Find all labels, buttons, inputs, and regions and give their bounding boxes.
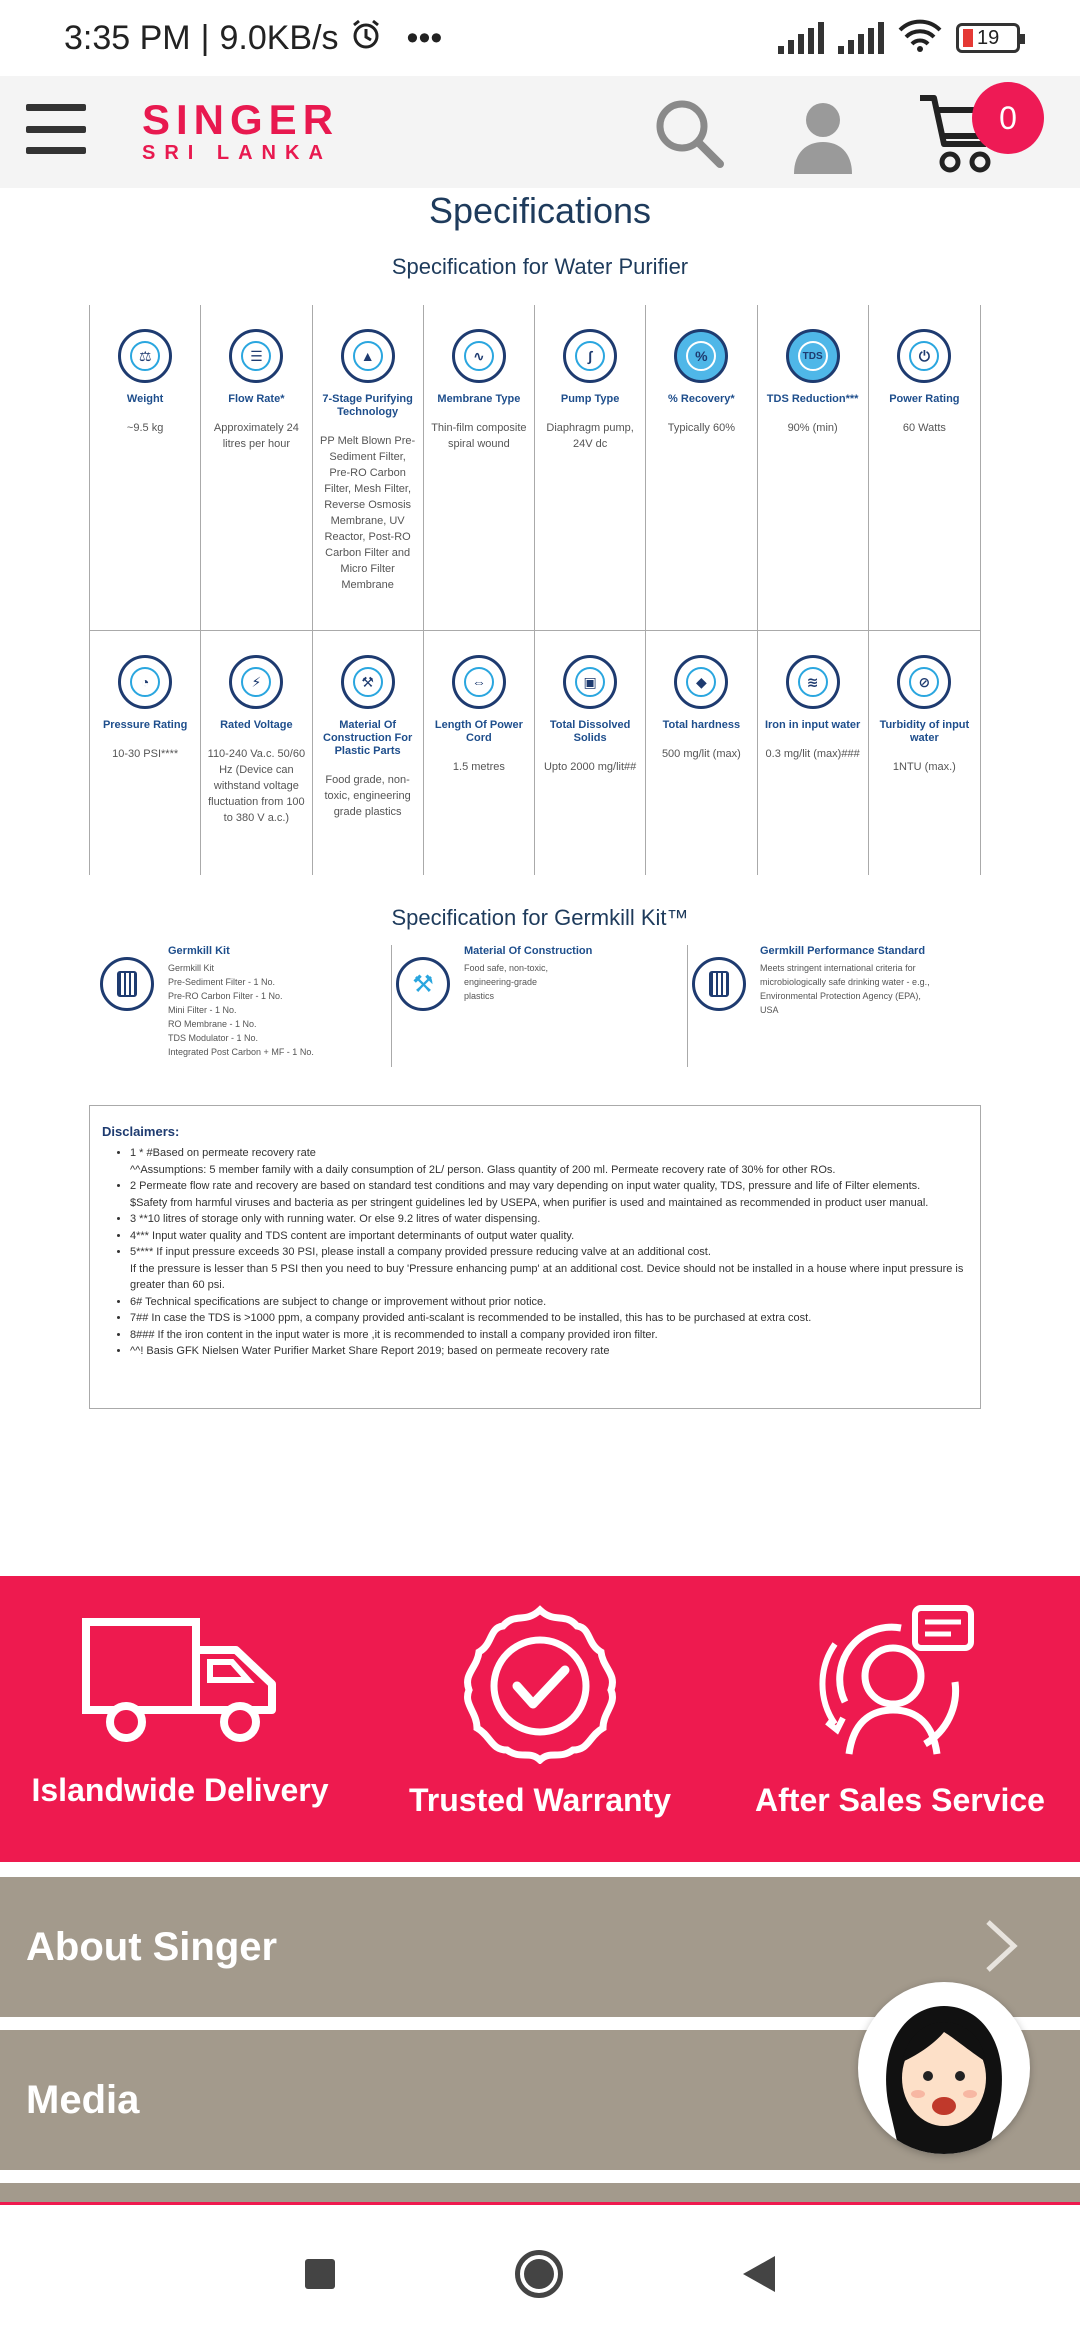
spec-cell <box>646 305 757 630</box>
wifi-icon <box>898 18 942 59</box>
specifications-title: Specifications <box>428 190 652 231</box>
spec-cell <box>90 631 201 875</box>
germkill-item-desc: Meets stringent international criteria for microbiologically safe drinking water - e.g., Environmental Protection Agency (EPA), USA <box>760 963 930 1015</box>
search-icon[interactable] <box>650 94 730 174</box>
voltage-icon: ⚡ <box>229 655 283 709</box>
spec-value: 1NTU (max.) <box>892 761 956 773</box>
diamond-icon: ◆ <box>674 655 728 709</box>
menu-icon[interactable] <box>26 104 86 154</box>
spec-cell <box>869 631 980 875</box>
spec-cell <box>758 305 869 630</box>
alarm-icon <box>349 17 383 60</box>
spec-label: Pump Type <box>560 393 620 405</box>
water-purifier-subtitle: Specification for Water Purifier <box>391 254 689 279</box>
back-button[interactable] <box>743 2256 775 2292</box>
filter-kit-icon <box>100 957 154 1011</box>
user-icon[interactable] <box>790 98 856 174</box>
accordion-label: Media <box>26 2077 140 2122</box>
germkill-item <box>688 945 984 1067</box>
spec-grid-row-2 <box>89 631 981 875</box>
spec-value: Approximately 24 litres per hour <box>213 422 299 450</box>
spec-value: 1.5 metres <box>452 761 505 773</box>
spec-label: Pressure Rating <box>102 719 188 731</box>
spec-label: Iron in input water <box>764 719 861 731</box>
spec-cell <box>535 305 646 630</box>
chevron-right-icon[interactable] <box>978 1918 1026 1974</box>
disclaimers-title: Disclaimers: <box>102 1124 180 1139</box>
spec-label: % Recovery* <box>668 393 735 405</box>
stages-icon: ▲ <box>341 329 395 383</box>
spec-cell <box>535 631 646 875</box>
spec-cell <box>424 631 535 875</box>
chat-assistant-avatar[interactable] <box>858 1982 1030 2154</box>
spec-label: Power Rating <box>889 393 960 405</box>
spec-value: Typically 60% <box>667 422 735 434</box>
spec-label: Total Dissolved Solids <box>549 719 631 744</box>
germkill-item-title: Material Of Construction <box>464 945 593 957</box>
spec-cell <box>201 305 312 630</box>
spec-value: Diaphragm pump, 24V dc <box>546 422 634 450</box>
app-header <box>0 76 1080 188</box>
feature-label: Islandwide Delivery <box>31 1772 329 1808</box>
status-net-speed: 9.0KB/s <box>219 18 339 57</box>
germkill-item <box>96 945 392 1067</box>
disclaimer-item: • 5**** If input pressure exceeds 30 PSI, please install a company provided pressure reducing valve at an additional cost. If the pressure is lesser than 5 PSI then you need to buy 'Pressure enhancing pump' at an additional cost. Device should not be installed in a house where input pressure is greater than 60 psi. <box>130 1244 968 1294</box>
disclaimers-box <box>89 1105 981 1409</box>
spec-value: ~9.5 kg <box>126 422 164 434</box>
spec-cell <box>758 631 869 875</box>
logo-main: SINGER <box>142 96 340 143</box>
feature-service <box>720 1576 1080 1862</box>
feature-label: After Sales Service <box>755 1782 1045 1818</box>
disclaimer-item: • ^^! Basis GFK Nielsen Water Purifier Market Share Report 2019; based on permeate recovery rate <box>130 1343 968 1360</box>
cart-count-badge[interactable]: 0 <box>972 82 1044 154</box>
battery-icon <box>956 23 1020 53</box>
status-more: ••• <box>406 18 443 57</box>
spec-cell <box>869 305 980 630</box>
accordion-label: About Singer <box>26 1924 278 1969</box>
disclaimer-item: • 1 * #Based on permeate recovery rate ^^Assumptions: 5 member family with a daily consumption of 2L/ person. Glass quantity of 200 ml. Permeate recovery rate of 30% for other ROs. <box>130 1145 968 1178</box>
signal-icon <box>778 22 824 54</box>
status-time: 3:35 PM <box>64 18 191 57</box>
performance-standard-icon <box>692 957 746 1011</box>
spec-label: Length Of Power Cord <box>434 719 523 744</box>
system-nav-bar <box>0 2208 1080 2340</box>
dissolved-solids-icon: ▣ <box>563 655 617 709</box>
germkill-item-desc: Germkill Kit Pre-Sediment Filter - 1 No. Pre-RO Carbon Filter - 1 No. Mini Filter - 1 No. RO Membrane - 1 No. TDS Modulator - 1 No. Integrated Post Carbon + MF - 1 No. <box>168 963 314 1057</box>
feature-warranty <box>360 1576 720 1862</box>
feature-delivery <box>0 1576 360 1862</box>
status-separator: | <box>200 18 210 57</box>
germkill-item-title: Germkill Kit <box>168 945 230 957</box>
signal-icon-2 <box>838 22 884 54</box>
spec-cell <box>313 305 424 630</box>
disclaimer-item: • 7## In case the TDS is >1000 ppm, a company provided anti-scalant is recommended to be installed, this has to be purchased at extra cost. <box>130 1310 968 1327</box>
accordion-next[interactable] <box>0 2183 1080 2205</box>
spec-label: Total hardness <box>662 719 741 731</box>
spec-value: Upto 2000 mg/lit## <box>543 761 637 773</box>
tds-icon: TDS <box>786 329 840 383</box>
spec-label: 7-Stage Purifying Technology <box>322 393 413 418</box>
spec-label: Weight <box>126 393 164 405</box>
spec-cell <box>201 631 312 875</box>
spec-label: Turbidity of input water <box>879 719 970 744</box>
singer-logo[interactable] <box>142 96 339 165</box>
status-bar <box>0 0 1080 76</box>
spec-value: 60 Watts <box>902 422 946 434</box>
spec-value: Thin-film composite spiral wound <box>431 422 527 450</box>
spec-label: Material Of Construction For Plastic Parts <box>323 719 413 757</box>
battery-level: 19 <box>977 26 1000 49</box>
spec-cell <box>424 305 535 630</box>
spec-label: Flow Rate* <box>228 393 285 405</box>
disclaimer-item: • 8### If the iron content in the input water is more ,it is recommended to install a company provided iron filter. <box>130 1327 968 1344</box>
support-agent-icon <box>805 1604 995 1764</box>
construction-icon: ⚒ <box>341 655 395 709</box>
turbidity-icon: ⊘ <box>897 655 951 709</box>
disclaimer-item: • 4*** Input water quality and TDS content are important determinants of output water quality. <box>130 1228 968 1245</box>
logo-sub: SRI LANKA <box>142 142 332 164</box>
features-banner <box>0 1576 1080 1862</box>
germkill-item-desc: Food safe, non-toxic, engineering-grade plastics <box>464 963 549 1001</box>
spec-value: PP Melt Blown Pre-Sediment Filter, Pre-RO Carbon Filter, Mesh Filter, Reverse Osmosis Membrane, UV Reactor, Post-RO Carbon Filter and Micro Filter Membrane <box>320 435 416 591</box>
warranty-badge-icon <box>455 1604 625 1764</box>
construction-icon: ⚒ <box>396 957 450 1011</box>
spec-value: 110-240 Va.c. 50/60 Hz (Device can withstand voltage fluctuation from 100 to 380 V a.c.) <box>207 748 306 824</box>
feature-label: Trusted Warranty <box>409 1782 671 1818</box>
gauge-icon: ◔ <box>118 655 172 709</box>
germkill-item <box>392 945 688 1067</box>
spec-value: 90% (min) <box>787 422 838 434</box>
disclaimer-item: • 6# Technical specifications are subject to change or improvement without prior notice. <box>130 1294 968 1311</box>
spec-cell <box>90 305 201 630</box>
spec-label: Rated Voltage <box>220 719 293 731</box>
spec-grid-row-1 <box>89 305 981 631</box>
status-right <box>778 18 1020 59</box>
disclaimer-item: • 3 **10 litres of storage only with running water. Or else 9.2 litres of water dispensing. <box>130 1211 968 1228</box>
spec-value: 500 mg/lit (max) <box>661 748 741 760</box>
pump-icon: ∫ <box>563 329 617 383</box>
spec-label: TDS Reduction*** <box>766 393 859 405</box>
recents-button[interactable] <box>305 2259 335 2289</box>
spec-value: Food grade, non-toxic, engineering grade plastics <box>324 774 411 818</box>
scale-icon: ⚖ <box>118 329 172 383</box>
spec-cell <box>313 631 424 875</box>
percent-icon: % <box>674 329 728 383</box>
germkill-row <box>96 945 986 1067</box>
disclaimer-item: • 2 Permeate flow rate and recovery are based on standard test conditions and may vary depending on input water quality, TDS, pressure and life of Filter elements. $Safety from harmful viruses and bacteria as per stringent guidelines led by USEPA, when purifier is used and maintained as recommended in product user manual. <box>130 1178 968 1211</box>
germkill-title: Specification for Germkill Kit™ <box>391 905 689 930</box>
spec-label: Membrane Type <box>437 393 521 405</box>
delivery-truck-icon <box>80 1604 280 1754</box>
spec-value: 10-30 PSI**** <box>112 748 179 760</box>
iron-water-icon: ≋ <box>786 655 840 709</box>
spec-value: 0.3 mg/lit (max)### <box>765 748 860 760</box>
disclaimers-list <box>102 1145 968 1360</box>
assistant-face-icon <box>858 1982 1030 2154</box>
home-button[interactable] <box>515 2250 563 2298</box>
membrane-icon: ∿ <box>452 329 506 383</box>
flow-rate-icon: ☰ <box>229 329 283 383</box>
status-left <box>64 17 442 60</box>
germkill-item-title: Germkill Performance Standard <box>760 945 926 957</box>
cord-icon: ⇔ <box>452 655 506 709</box>
spec-cell <box>646 631 757 875</box>
power-icon: ⏻ <box>897 329 951 383</box>
